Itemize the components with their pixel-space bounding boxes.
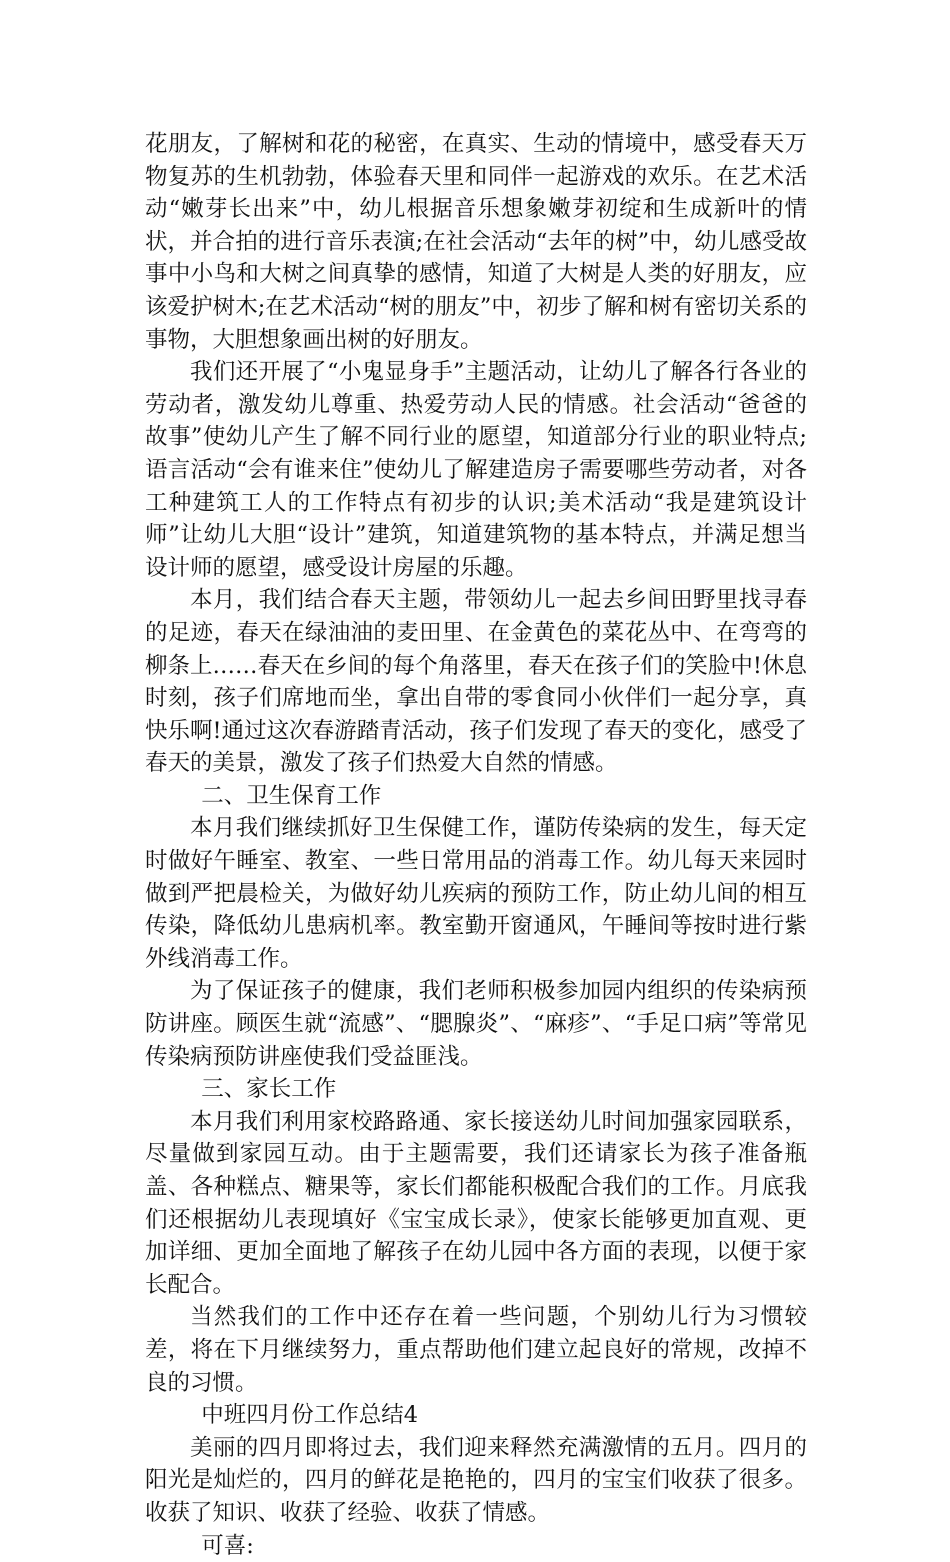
- paragraph-spring-outing: 本月，我们结合春天主题，带领幼儿一起去乡间田野里找寻春的足迹，春天在绿油油的麦田里、在金黄色的菜花丛中、在弯弯的柳条上……春天在乡间的每个角落里，春天在孩子们的笑脸中!休息时刻，孩子们席地而坐，拿出自带的零食同小伙伴们一起分享，真快乐啊!通过这次春游踏青活动，孩子们发现了春天的变化，感受了春天的美景，激发了孩子们热爱大自然的情感。: [145, 587, 807, 777]
- document-subtitle-summary-4: 中班四月份工作总结4: [201, 1402, 419, 1429]
- paragraph-gratifying-label: 可喜:: [201, 1532, 254, 1559]
- paragraph-health-lecture: 为了保证孩子的健康，我们老师积极参加园内组织的传染病预防讲座。顾医生就“流感”、“腮腺炎”、“麻疹”、“手足口病”等常见传染病预防讲座使我们受益匪浅。: [145, 978, 807, 1070]
- paragraph-little-helpers-theme: 我们还开展了“小鬼显身手”主题活动，让幼儿了解各行各业的劳动者，激发幼儿尊重、热爱劳动人民的情感。社会活动“爸爸的故事”使幼儿产生了解不同行业的愿望，知道部分行业的职业特点;语言活动“会有谁来住”使幼儿了解建造房子需要哪些劳动者，对各工种建筑工人的工作特点有初步的认识;美术活动“我是建筑设计师”让幼儿大胆“设计”建筑，知道建筑物的基本特点，并满足想当设计师的愿望，感受设计房屋的乐趣。: [145, 359, 807, 581]
- paragraph-spring-nature-activities: 花朋友，了解树和花的秘密，在真实、生动的情境中，感受春天万物复苏的生机勃勃，体验春天里和同伴一起游戏的欢乐。在艺术活动“嫩芽长出来”中，幼儿根据音乐想象嫩芽初绽和生成新叶的情状，并合拍的进行音乐表演;在社会活动“去年的树”中，幼儿感受故事中小鸟和大树之间真挚的感情，知道了大树是人类的好朋友，应该爱护树木;在艺术活动“树的朋友”中，初步了解和树有密切关系的事物，大胆想象画出树的好朋友。: [145, 131, 807, 353]
- section-heading-parent-work: 三、家长工作: [201, 1076, 337, 1103]
- paragraph-parent-communication: 本月我们利用家校路路通、家长接送幼儿时间加强家园联系，尽量做到家园互动。由于主题需要，我们还请家长为孩子准备瓶盖、各种糕点、糖果等，家长们都能积极配合我们的工作。月底我们还根据幼儿表现填好《宝宝成长录》，使家长能够更加直观、更加详细、更加全面地了解孩子在幼儿园中各方面的表现，以便于家长配合。: [145, 1108, 807, 1298]
- paragraph-remaining-issues: 当然我们的工作中还存在着一些问题，个别幼儿行为习惯较差，将在下月继续努力，重点帮助他们建立起良好的常规，改掉不良的习惯。: [145, 1304, 807, 1396]
- paragraph-april-intro: 美丽的四月即将过去，我们迎来释然充满激情的五月。四月的阳光是灿烂的，四月的鲜花是艳艳的，四月的宝宝们收获了很多。收获了知识、收获了经验、收获了情感。: [145, 1434, 807, 1526]
- paragraph-hygiene-work: 本月我们继续抓好卫生保健工作，谨防传染病的发生，每天定时做好午睡室、教室、一些日常用品的消毒工作。幼儿每天来园时做到严把晨检关，为做好幼儿疾病的预防工作，防止幼儿间的相互传染，降低幼儿患病机率。教室勤开窗通风，午睡间等按时进行紫外线消毒工作。: [145, 815, 807, 972]
- document-page: [145, 128, 807, 1562]
- section-heading-hygiene-care: 二、卫生保育工作: [201, 782, 382, 809]
